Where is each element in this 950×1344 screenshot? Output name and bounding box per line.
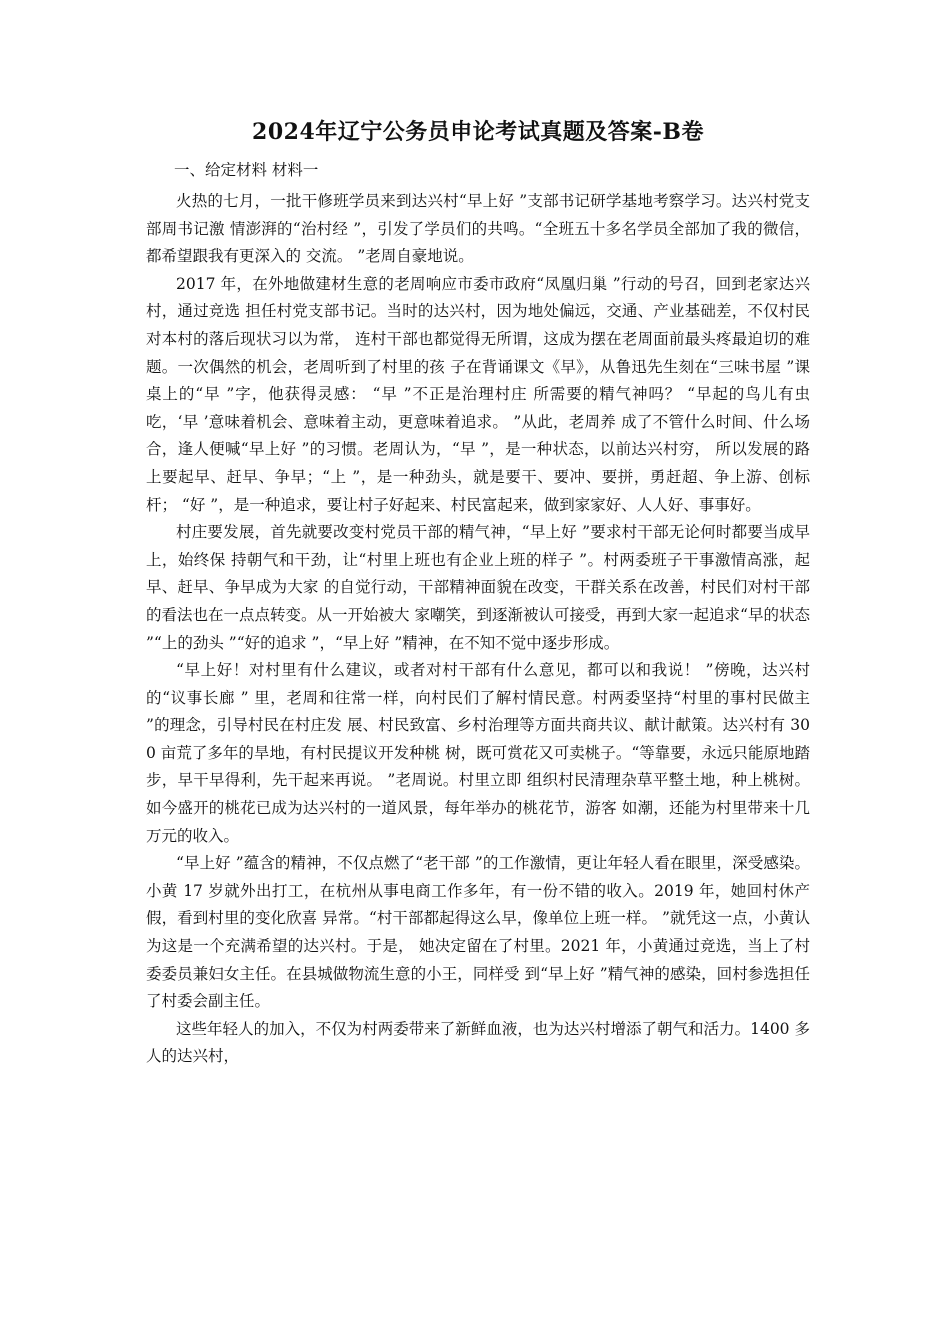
paragraph-3: 村庄要发展，首先就要改变村党员干部的精气神，“早上好 ”要求村干部无论何时都要当成早上，始终保 持朝气和干劲，让“村里上班也有企业上班的样子 ”。村两委班子干事激情高涨，起早、赶早、争早成为大家 的自觉行动，干部精神面貌在改变，干群关系在改善，村民们对村干部的看法也在一点点转变。从一开始被大 家嘲笑，到逐渐被认可接受，再到大家一起追求“早的状态 ”“上的劲头 ”“好的追求 ”，“早上好 ”精神，在不知不觉中逐步形成。 <box>146 523 810 652</box>
section-heading: 一、给定材料 材料一 <box>174 161 319 179</box>
paragraph-1: 火热的七月，一批干修班学员来到达兴村“早上好 ”支部书记研学基地考察学习。达兴村党支部周书记激 情澎湃的“治村经 ”，引发了学员们的共鸣。“全班五十多名学员全部加了我的微信，都希望跟我有更深入的 交流。 ”老周自豪地说。 <box>146 192 810 266</box>
paragraph-2: 2017 年，在外地做建材生意的老周响应市委市政府“凤凰归巢 ”行动的号召，回到老家达兴村，通过竞选 担任村党支部书记。当时的达兴村，因为地处偏远，交通、产业基础差，不仅村民对本村的落后现状习以为常， 连村干部也都觉得无所谓，这成为摆在老周面前最头疼最迫切的难题。一次偶然的机会，老周听到了村里的孩 子在背诵课文《早》，从鲁迅先生刻在“三味书屋 ”课桌上的“早 ”字，他获得灵感： “早 ”不正是治理村庄 所需要的精气神吗？ “早起的鸟儿有虫吃，‘早 ’意味着机会、意味着主动，更意味着追求。 ”从此，老周养 成了不管什么时间、什么场合，逢人便喊“早上好 ”的习惯。老周认为，“早 ”，是一种状态，以前达兴村穷， 所以发展的路上要起早、赶早、争早；“上 ”，是一种劲头，就是要干、要冲、要拼，勇赶超、争上游、创标 杆； “好 ”，是一种追求，要让村子好起来、村民富起来，做到家家好、人人好、事事好。 <box>146 274 810 514</box>
document-page <box>146 112 810 1071</box>
paragraph-6: 这些年轻人的加入，不仅为村两委带来了新鲜血液，也为达兴村增添了朝气和活力。1400 多人的达兴村， <box>146 1019 810 1066</box>
paragraph-4: “早上好！对村里有什么建议，或者对村干部有什么意见，都可以和我说！ ”傍晚，达兴村的“议事长廊 ” 里，老周和往常一样，向村民们了解村情民意。村两委坚持“村里的事村民做主 ”的理念，引导村民在村庄发 展、村民致富、乡村治理等方面共商共议、献计献策。达兴村有 300 亩荒了多年的旱地，有村民提议开发种桃 树，既可赏花又可卖桃子。“等靠要，永远只能原地踏步，早干早得利，先干起来再说。 ”老周说。村里立即 组织村民清理杂草平整土地，种上桃树。如今盛开的桃花已成为达兴村的一道风景，每年举办的桃花节，游客 如潮，还能为村里带来十几万元的收入。 <box>146 661 810 845</box>
document-title: 2024年辽宁公务员申论考试真题及答案-B卷 <box>252 119 704 145</box>
paragraph-5: “早上好 ”蕴含的精神，不仅点燃了“老干部 ”的工作激情，更让年轻人看在眼里，深受感染。小黄 17 岁就外出打工，在杭州从事电商工作多年，有一份不错的收入。2019 年，她回村休产假，看到村里的变化欣喜 异常。“村干部都起得这么早，像单位上班一样。 ”就凭这一点，小黄认为这是一个充满希望的达兴村。于是， 她决定留在了村里。2021 年，小黄通过竞选，当上了村委委员兼妇女主任。在县城做物流生意的小王，同样受 到“早上好 ”精气神的感染，回村参选担任了村委会副主任。 <box>146 854 810 1011</box>
